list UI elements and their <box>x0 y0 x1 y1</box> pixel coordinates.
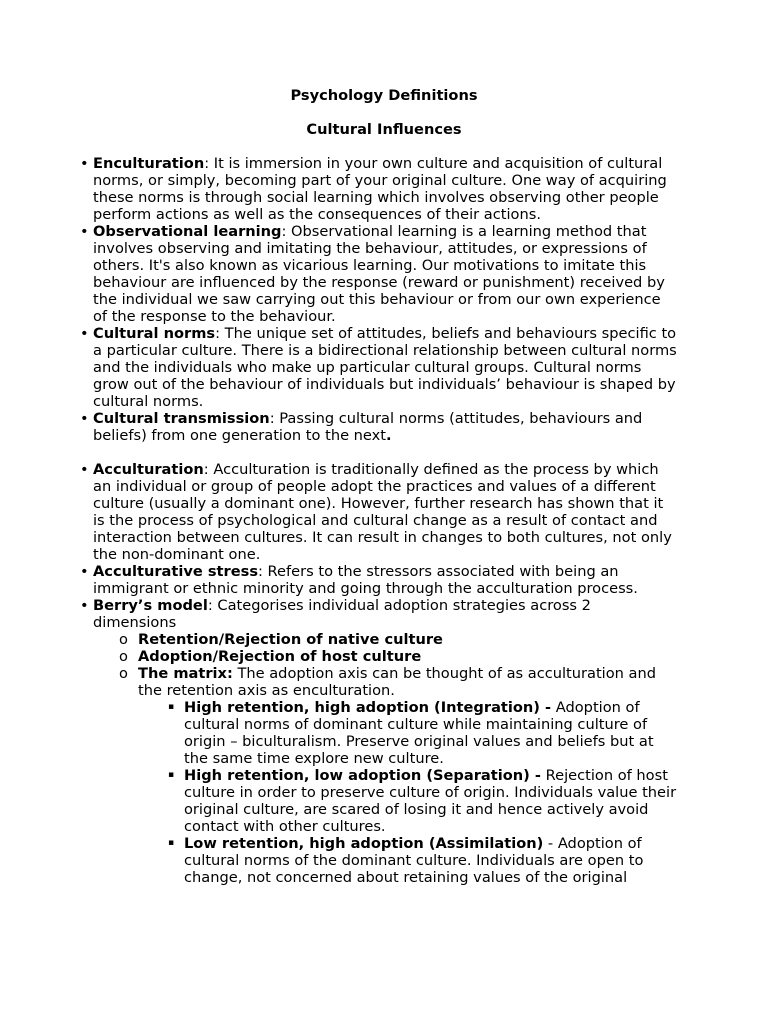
section-heading: Cultural Influences <box>306 121 462 138</box>
definition-term: Acculturation <box>93 461 204 478</box>
matrix-subitem <box>0 699 678 767</box>
square-bullet-icon: ▪ <box>168 770 175 780</box>
circle-bullet-icon: o <box>119 648 128 665</box>
definition-item <box>0 155 678 223</box>
definition-item <box>0 410 678 444</box>
matrix-text: - Adoption of cultural norms of the dominant culture. Individuals are open to change, not concerned about retaining values of the original <box>184 835 644 886</box>
definition-text: : Passing cultural norms (attitudes, behaviours and beliefs) from one generation to the next <box>93 410 643 444</box>
definition-item <box>0 223 678 325</box>
matrix-text: Adoption of cultural norms of dominant culture while maintaining culture of origin – biculturalism. Preserve original values and beliefs but at the same time explore new culture. <box>184 699 654 767</box>
matrix-subitem <box>0 835 678 886</box>
bullet-icon: • <box>80 325 89 342</box>
bullet-icon: • <box>80 410 89 427</box>
square-bullet-icon: ▪ <box>168 838 175 848</box>
bullet-icon: • <box>80 597 89 614</box>
matrix-subitem <box>0 767 678 835</box>
definition-text: : The unique set of attitudes, beliefs and behaviours specific to a particular culture. There is a bidirectional relationship between cultural norms and the individuals who make up particular cultural groups. Cultural norms grow out of the behaviour of individuals but individuals’ behaviour is shaped by cultural norms. <box>93 325 677 410</box>
berry-subitem <box>0 648 678 665</box>
paragraph-gap <box>0 444 768 461</box>
circle-bullet-icon: o <box>119 631 128 648</box>
definition-term: Cultural norms <box>93 325 216 342</box>
subitem-term: The matrix: <box>138 665 233 682</box>
definition-term: Enculturation <box>93 155 205 172</box>
subitem-text: The adoption axis can be thought of as acculturation and the retention axis as enculturation. <box>138 665 657 699</box>
definition-text: : It is immersion in your own culture and acquisition of cultural norms, or simply, becoming part of your original culture. One way of acquiring these norms is through social learning which involves observing other people perform actions as well as the consequences of their actions. <box>93 155 667 223</box>
definition-item <box>0 325 678 410</box>
matrix-term: High retention, high adoption (Integration) - <box>184 699 552 716</box>
matrix-term: High retention, low adoption (Separation) - <box>184 767 541 784</box>
definition-list <box>0 155 768 886</box>
definition-term: Cultural transmission <box>93 410 270 427</box>
berry-subitem <box>0 665 678 699</box>
definition-term: Acculturative stress <box>93 563 258 580</box>
matrix-term: Low retention, high adoption (Assimilation) <box>184 835 544 852</box>
bullet-icon: • <box>80 461 89 478</box>
definition-item <box>0 563 678 597</box>
definition-item <box>0 597 678 631</box>
definition-tail: . <box>386 427 392 444</box>
matrix-text: Rejection of host culture in order to preserve culture of origin. Individuals value their original culture, are scared of losing it and hence actively avoid contact with other cultures. <box>184 767 677 835</box>
definition-item <box>0 461 678 563</box>
bullet-icon: • <box>80 155 89 172</box>
circle-bullet-icon: o <box>119 665 128 682</box>
bullet-icon: • <box>80 223 89 240</box>
definition-text: : Refers to the stressors associated with being an immigrant or ethnic minority and going through the acculturation process. <box>93 563 638 597</box>
definition-text: : Categorises individual adoption strategies across 2 dimensions <box>93 597 591 631</box>
subitem-term: Adoption/Rejection of host culture <box>138 648 422 665</box>
definition-term: Observational learning <box>93 223 282 240</box>
definition-term: Berry’s model <box>93 597 208 614</box>
square-bullet-icon: ▪ <box>168 702 175 712</box>
document-title: Psychology Definitions <box>290 87 478 104</box>
bullet-icon: • <box>80 563 89 580</box>
subitem-term: Retention/Rejection of native culture <box>138 631 443 648</box>
definition-text: : Acculturation is traditionally defined as the process by which an individual or group of people adopt the practices and values of a different culture (usually a dominant one). However, further research has shown that it is the process of psychological and cultural change as a result of contact and interaction between cultures. It can result in changes to both cultures, not only the non-dominant one. <box>93 461 672 563</box>
berry-subitem <box>0 631 678 648</box>
definition-text: : Observational learning is a learning method that involves observing and imitating the behaviour, attitudes, or expressions of others. It's also known as vicarious learning. Our motivations to imitate this behaviour are influenced by the response (reward or punishment) received by the individual we saw carrying out this behaviour or from our own experience of the response to the behaviour. <box>93 223 665 325</box>
